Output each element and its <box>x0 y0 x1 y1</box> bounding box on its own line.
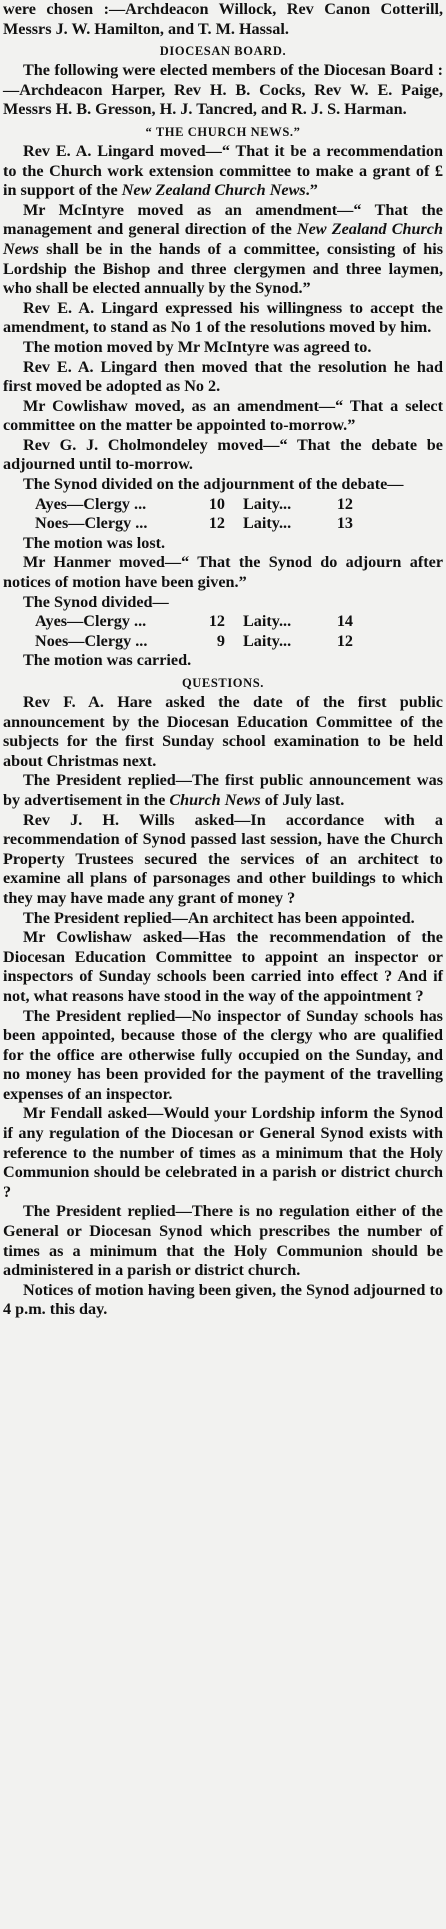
paragraph-fendall-question: Mr Fendall asked—Would your Lordship inform the Synod if any regulation of the Diocesan or General Synod exists with reference to the number of times as a minimum that the Holy Communion should be celebrated in a parish or district church ? <box>3 1104 443 1201</box>
paragraph-president-reply-1: The President replied—The first public announcement was by advertisement in the Church News of July last. <box>3 771 443 809</box>
paragraph-motion-agreed: The motion moved by Mr McIntyre was agreed to. <box>23 337 372 356</box>
paragraph-president-reply-2: The President replied—An architect has been appointed. <box>23 908 415 927</box>
paragraph-president-reply-4: The President replied—There is no regulation either of the General or Diocesan Synod which prescribes the number of times as a minimum that the Holy Communion should be administered in a parish or district church. <box>3 1202 443 1280</box>
paragraph-lingard-willing: Rev E. A. Lingard expressed his willingness to accept the amendment, to stand as No 1 of the resolutions moved by him. <box>3 298 443 337</box>
paragraph-chosen: were chosen :—Archdeacon Willock, Rev Canon Cotterill, Messrs J. W. Hamilton, and T. M. Hassal. <box>3 0 443 38</box>
heading-questions: QUESTIONS. <box>181 676 265 690</box>
italic-newspaper-title: New Zealand Church News <box>121 181 306 200</box>
vote-row-ayes: Ayes—Clergy ... 10 Laity... 12 <box>35 494 353 513</box>
paragraph-synod-divided-1: The Synod divided on the adjournment of the debate— <box>23 475 404 494</box>
paragraph-mcintyre-amendment: Mr McIntyre moved as an amendment—“ That the management and general direction of the New Zealand Church News shall be in the hands of a committee, consisting of his Lordship the Bishop and three clergymen and three laymen, who shall be elected annually by the Synod.” <box>3 200 443 298</box>
paragraph-hanmer-motion: Mr Hanmer moved—“ That the Synod do adjourn after notices of motion have been given.” <box>3 553 443 592</box>
vote-row-noes: Noes—Clergy ... 9 Laity... 12 <box>35 631 353 650</box>
vote-row-ayes: Ayes—Clergy ... 12 Laity... 14 <box>35 612 353 631</box>
vote-table-adjournment <box>35 495 353 534</box>
paragraph-cholmondeley: Rev G. J. Cholmondeley moved—“ That the debate be adjourned until to-morrow. <box>3 435 443 474</box>
paragraph-motion-lost: The motion was lost. <box>23 533 166 552</box>
paragraph-cowlishaw-question: Mr Cowlishaw asked—Has the recommendation of the Diocesan Education Committee to appoint an inspector or inspectors of Sunday schools been carried into effect ? And if not, what reasons have stood in the way of the appointment ? <box>3 928 443 1005</box>
paragraph-hare-question: Rev F. A. Hare asked the date of the first public announcement by the Diocesan Education Committee of the subjects for the first Sunday school examination to be held about Christmas next. <box>3 693 443 770</box>
italic-newspaper-title: New Zealand Church News <box>3 220 443 258</box>
vote-row-noes: Noes—Clergy ... 12 Laity... 13 <box>35 514 353 533</box>
heading-church-news: “ THE CHURCH NEWS.” <box>145 124 301 139</box>
paragraph-board-members: The following were elected members of the Diocesan Board :—Archdeacon Harper, Rev H. B. Cocks, Rev W. E. Paige, Messrs H. B. Gresson, H. J. Tancred, and R. J. S. Harman. <box>3 61 443 119</box>
paragraph-adjourned: Notices of motion having been given, the Synod adjourned to 4 p.m. this day. <box>3 1280 443 1319</box>
paragraph-lingard-motion: Rev E. A. Lingard moved—“ That it be a recommendation to the Church work extension committee to make a grant of £ in support of the New Zealand Church News.” <box>3 141 443 200</box>
paragraph-wills-question: Rev J. H. Wills asked—In accordance with a recommendation of Synod passed last session, have the Church Property Trustees secured the services of an architect to examine all plans of parsonages and other buildings to which they may have made any grant of money ? <box>3 810 443 907</box>
italic-newspaper-title: Church News <box>169 790 261 809</box>
paragraph-lingard-no2: Rev E. A. Lingard then moved that the resolution he had first moved be adopted as No 2. <box>3 357 443 396</box>
paragraph-cowlishaw-amendment: Mr Cowlishaw moved, as an amendment—“ That a select committee on the matter be appointed to-morrow.” <box>3 396 443 435</box>
paragraph-synod-divided-2: The Synod divided— <box>23 592 169 611</box>
vote-table-adjourn-notices <box>35 612 353 651</box>
paragraph-president-reply-3: The President replied—No inspector of Sunday schools has been appointed, because those of the clergy who are qualified for the office are otherwise fully occupied on the Sunday, and no money has been provided for the payment of the travelling expenses of an inspector. <box>3 1006 443 1103</box>
heading-diocesan-board: DIOCESAN BOARD. <box>159 44 287 59</box>
paragraph-motion-carried: The motion was carried. <box>23 651 192 670</box>
